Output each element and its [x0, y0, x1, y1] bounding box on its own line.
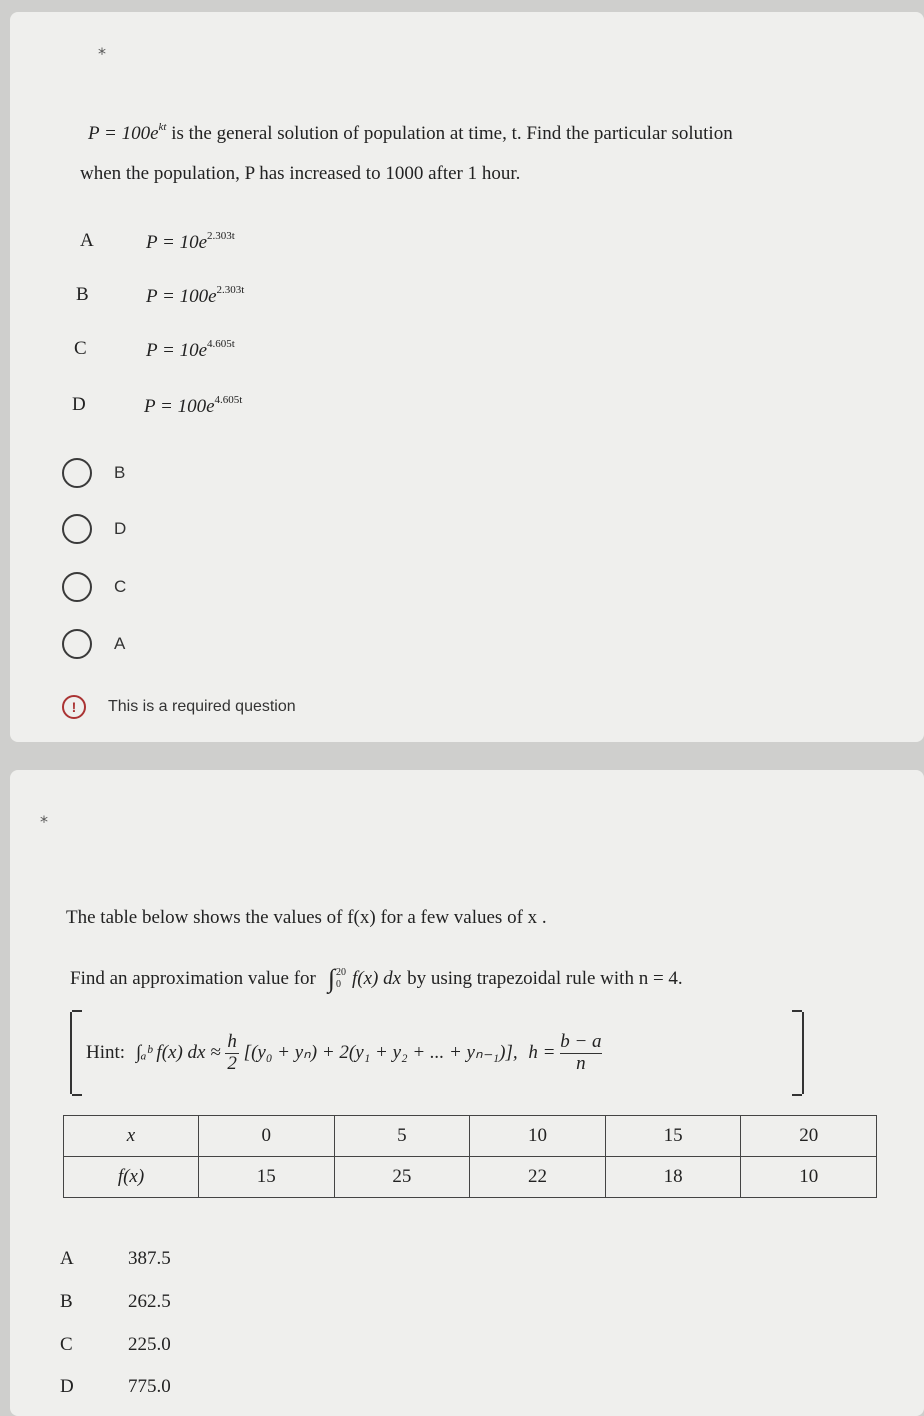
- integrand: f(x) dx: [352, 967, 402, 989]
- hint-fraction: $\frac{h}{2}$: [227, 1031, 237, 1074]
- hint-bracket: [(y₀ + yₙ) + 2(y₁ + y₂ + ... + yₙ₋₁)],: [243, 1041, 518, 1063]
- option-letter-a: A: [80, 230, 94, 251]
- choice-label: B: [114, 463, 126, 482]
- choice-a[interactable]: [62, 629, 125, 659]
- answer-value-c: 225.0: [128, 1334, 171, 1355]
- table-cell: 10: [741, 1157, 877, 1198]
- hint-integral: ∫ₐᵇ f(x) dx ≈: [135, 1041, 226, 1063]
- option-expr-c: $P = 10e^{4.605t}$: [146, 338, 235, 361]
- answer-value-a: 387.5: [128, 1248, 171, 1269]
- required-warning: [62, 695, 296, 719]
- hint-h: h =: [528, 1041, 556, 1063]
- question-card-1: [10, 12, 924, 742]
- required-message: This is a required question: [108, 698, 296, 715]
- answer-letter-c: C: [60, 1334, 73, 1355]
- values-table: [63, 1115, 877, 1198]
- table-cell: 18: [605, 1157, 741, 1198]
- hint-label: Hint:: [86, 1041, 126, 1063]
- choice-label: A: [114, 634, 126, 653]
- line2-prefix: Find an approximation value for: [70, 967, 316, 989]
- table-cell: 22: [470, 1157, 606, 1198]
- integral-upper: 20: [336, 966, 347, 978]
- choice-c[interactable]: [62, 572, 126, 602]
- table-cell: f(x): [64, 1157, 199, 1198]
- option-letter-c: C: [74, 338, 87, 359]
- table-cell: 5: [334, 1116, 470, 1157]
- answer-letter-b: B: [60, 1291, 73, 1312]
- answer-value-d: 775.0: [128, 1376, 171, 1397]
- choice-label: D: [114, 519, 127, 538]
- table-cell: 0: [199, 1116, 335, 1157]
- radio-button[interactable]: [62, 572, 92, 602]
- table-row: [64, 1157, 877, 1198]
- table-cell: 20: [741, 1116, 877, 1157]
- hint-text: [86, 1032, 602, 1075]
- option-expr-d: $P = 100e^{4.605t}$: [144, 394, 243, 417]
- radio-button[interactable]: [62, 458, 92, 488]
- question2-line2: [70, 962, 683, 996]
- option-expr-a: $P = 10e^{2.303t}$: [146, 230, 235, 253]
- question-text-line1: $P = 100e^{kt}$ is the general solution of population at time, t. Find the particular solution: [88, 121, 733, 144]
- integral-lower: 0: [336, 978, 342, 990]
- answer-letter-a: A: [60, 1248, 74, 1269]
- table-cell: 15: [199, 1157, 335, 1198]
- required-asterisk: *: [98, 44, 106, 63]
- table-cell: 10: [470, 1116, 606, 1157]
- question2-line1: The table below shows the values of f(x) for a few values of x .: [66, 907, 547, 928]
- table-cell: 25: [334, 1157, 470, 1198]
- choice-b[interactable]: [62, 458, 125, 488]
- required-asterisk-2: *: [40, 812, 48, 831]
- option-letter-d: D: [72, 394, 86, 415]
- choice-label: C: [114, 577, 127, 596]
- line2-suffix: by using trapezoidal rule with n = 4.: [407, 967, 683, 989]
- exclamation-icon: !: [62, 695, 86, 719]
- integral-sign: ∫ 20 0: [327, 964, 347, 993]
- option-letter-b: B: [76, 284, 89, 305]
- table-cell: x: [64, 1116, 199, 1157]
- choice-d[interactable]: [62, 514, 126, 544]
- table-cell: 15: [605, 1116, 741, 1157]
- formula: $P = 100e^{kt}$: [88, 121, 167, 144]
- table-row: [64, 1116, 877, 1157]
- hint-h-fraction: $\frac{b - a}{n}$: [560, 1031, 602, 1074]
- hint-box: [70, 1012, 804, 1094]
- radio-button[interactable]: [62, 629, 92, 659]
- answer-letter-d: D: [60, 1376, 74, 1397]
- option-expr-b: $P = 100e^{2.303t}$: [146, 284, 245, 307]
- question-text-line2: when the population, P has increased to 1000 after 1 hour.: [80, 163, 521, 184]
- answer-value-b: 262.5: [128, 1291, 171, 1312]
- radio-button[interactable]: [62, 514, 92, 544]
